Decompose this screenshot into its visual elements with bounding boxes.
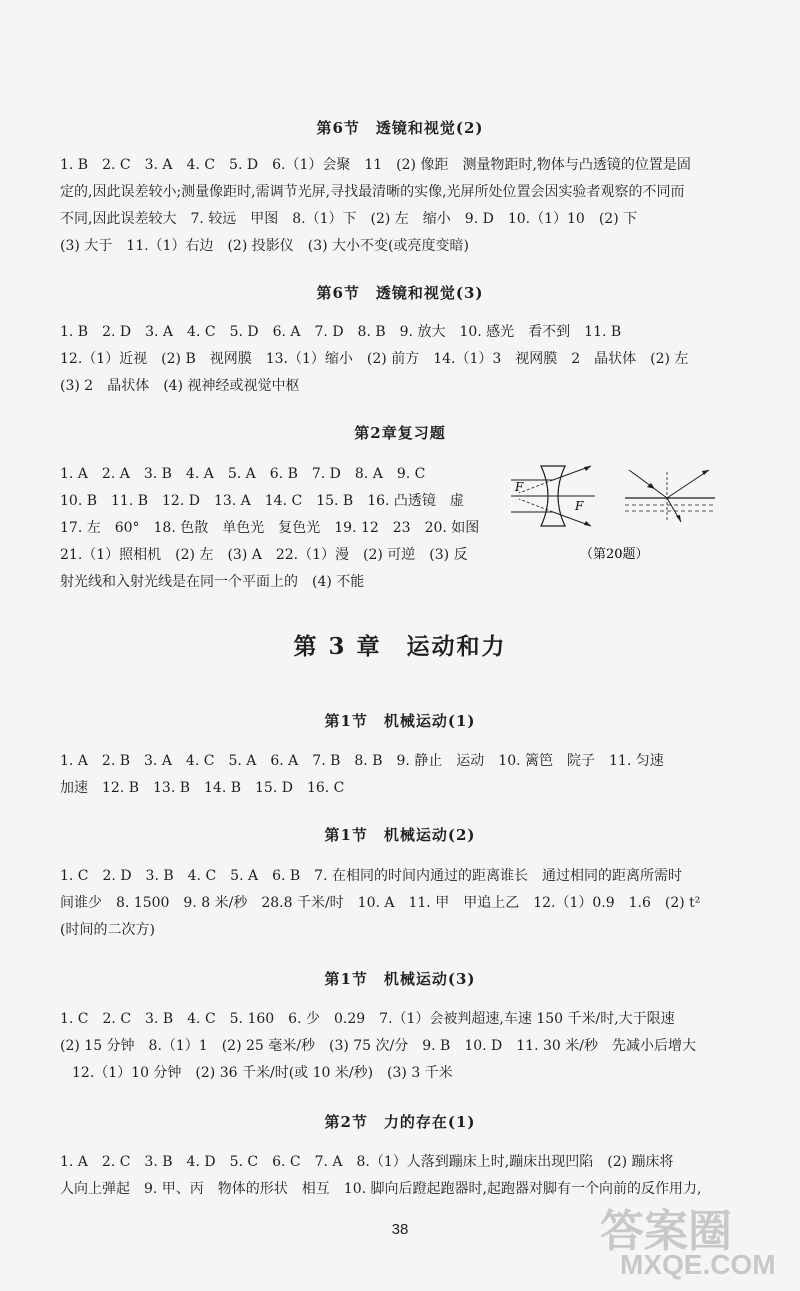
answer-line: 21.（1）照相机 (2) 左 (3) A 22.（1）漫 (2) 可逆 (3) 反 <box>60 547 468 563</box>
answer-line: 射光线和入射光线是在同一个平面上的 (4) 不能 <box>60 574 365 590</box>
watermark-logo-text: 答案圈 <box>600 1206 732 1257</box>
answer-line: 1. A 2. A 3. B 4. A 5. A 6. B 7. D 8. A 9. C <box>60 466 426 482</box>
section-title: 第1节 机械运动(1) <box>324 712 476 730</box>
focus-label-left: F <box>515 480 524 494</box>
answer-line: 1. B 2. C 3. A 4. C 5. D 6.（1）会聚 11 (2) 像距 测量物距时,物体与凸透镜的位置是固 <box>60 157 691 173</box>
answer-line: (2) 15 分钟 8.（1）1 (2) 25 毫米/秒 (3) 75 次/分 9. B 10. D 11. 30 米/秒 先减小后增大 <box>60 1038 696 1054</box>
answer-line: (3) 2 晶状体 (4) 视神经或视觉中枢 <box>60 378 300 394</box>
answer-line: 加速 12. B 13. B 14. B 15. D 16. C <box>60 780 345 796</box>
question-20-figure <box>505 458 720 573</box>
answer-line: 12.（1）10 分钟 (2) 36 千米/时(或 10 米/秒) (3) 3 千米 <box>72 1065 453 1081</box>
section-title: 第2节 力的存在(1) <box>324 1113 476 1131</box>
answer-line: 12.（1）近视 (2) B 视网膜 13.（1）缩小 (2) 前方 14.（1）3 视网膜 2 晶状体 (2) 左 <box>60 351 689 367</box>
section-title: 第1节 机械运动(2) <box>324 826 476 844</box>
answer-line: 1. A 2. B 3. A 4. C 5. A 6. A 7. B 8. B 9. 静止 运动 10. 篱笆 院子 11. 匀速 <box>60 753 664 769</box>
section-title: 第2章复习题 <box>354 424 446 442</box>
chapter-title: 第 3 章 运动和力 <box>293 633 507 660</box>
arrow-head <box>676 515 681 522</box>
focus-label-right: F <box>575 499 584 513</box>
watermark-url: MXQE.COM <box>620 1249 776 1280</box>
answer-line: 1. B 2. D 3. A 4. C 5. D 6. A 7. D 8. B 9. 放大 10. 感光 看不到 11. B <box>60 324 622 340</box>
answer-line: 10. B 11. B 12. D 13. A 14. C 15. B 16. 凸透镜 虚 <box>60 493 464 509</box>
reflected-ray <box>667 470 709 498</box>
answer-line: 1. C 2. D 3. B 4. C 5. A 6. B 7. 在相同的时间内通过的距离谁长 通过相同的距离所需时 <box>60 868 682 884</box>
arrow-head <box>584 466 591 471</box>
page-number: 38 <box>391 1221 409 1238</box>
section-title: 第1节 机械运动(3) <box>324 970 476 988</box>
answer-line: 人向上弹起 9. 甲、丙 物体的形状 相互 10. 脚向后蹬起跑器时,起跑器对脚有一个向前的反作用力, <box>60 1181 702 1197</box>
arrow-head <box>584 521 591 526</box>
watermark <box>600 1195 790 1285</box>
answer-line: (时间的二次方) <box>60 922 155 938</box>
answer-line: 间谁少 8. 1500 9. 8 米/秒 28.8 千米/时 10. A 11. 甲 甲追上乙 12.（1）0.9 1.6 (2) t² <box>60 895 701 911</box>
answer-line: 不同,因此误差较大 7. 较远 甲图 8.（1）下 (2) 左 缩小 9. D 10.（1）10 (2) 下 <box>60 211 638 227</box>
answer-line: 1. C 2. C 3. B 4. C 5. 160 6. 少 0.29 7.（1）会被判超速,车速 150 千米/时,大于限速 <box>60 1011 675 1027</box>
figure-caption: （第20题） <box>580 547 649 562</box>
answer-line: 1. A 2. C 3. B 4. D 5. C 6. C 7. A 8.（1）人落到蹦床上时,蹦床出现凹陷 (2) 蹦床将 <box>60 1154 674 1170</box>
incident-ray <box>629 470 667 498</box>
section-title: 第6节 透镜和视觉(3) <box>316 284 484 302</box>
answer-line: 17. 左 60° 18. 色散 单色光 复色光 19. 12 23 20. 如图 <box>60 520 480 536</box>
section-title: 第6节 透镜和视觉(2) <box>316 119 484 137</box>
answer-line: (3) 大于 11.（1）右边 (2) 投影仪 (3) 大小不变(或亮度变暗) <box>60 238 469 254</box>
answer-line: 定的,因此误差较小;测量像距时,需调节光屏,寻找最清晰的实像,光屏所处位置会因实验者观察的不同而 <box>60 184 685 200</box>
